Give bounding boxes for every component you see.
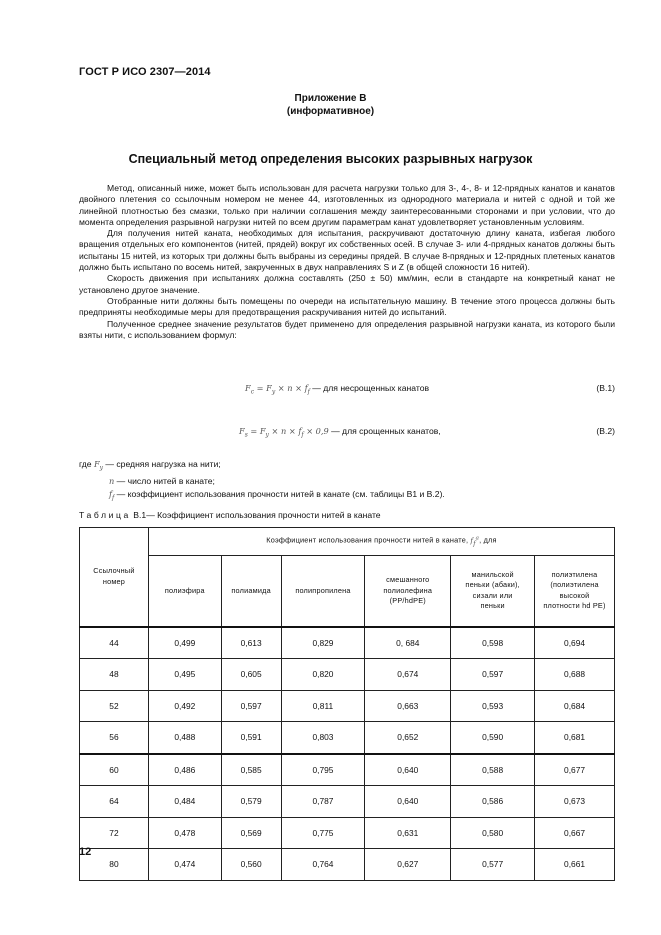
appendix-heading — [0, 92, 661, 118]
legend-n: n — число нитей в канате; — [109, 475, 215, 486]
paragraph: Скорость движения при испытаниях должна составлять (250 ± 50) мм/мин, если в стандарте на конкретный канат не установлено другое значение. — [79, 273, 615, 295]
table-row — [80, 627, 615, 659]
coefficient-cell: 0,605 — [221, 659, 281, 691]
coefficient-cell: 0,787 — [281, 786, 365, 818]
coefficient-cell: 0,820 — [281, 659, 365, 691]
paragraph: Полученное среднее значение результатов будет применено для определения разрывной нагрузки каната, из которого были взяты нити, с использованием формул: — [79, 318, 615, 340]
coefficient-cell: 0,478 — [148, 817, 221, 849]
coefficient-cell: 0,803 — [281, 722, 365, 754]
coefficient-cell: 0,585 — [221, 754, 281, 786]
legend-ff: $f_f$ — коэффициент использования прочности нитей в канате (см. таблицы В1 и В.2). — [109, 488, 445, 502]
legend-fy: где $F_y$ — средняя нагрузка на нити; — [79, 459, 221, 472]
coefficient-cell: 0,560 — [221, 849, 281, 881]
ref-number-cell: 48 — [80, 659, 149, 691]
ref-number-cell: 56 — [80, 722, 149, 754]
coefficient-cell: 0,586 — [451, 786, 535, 818]
coefficient-cell: 0,591 — [221, 722, 281, 754]
table-row — [80, 690, 615, 722]
coefficient-cell: 0,667 — [535, 817, 615, 849]
coefficient-cell: 0,681 — [535, 722, 615, 754]
coefficient-cell: 0,673 — [535, 786, 615, 818]
coefficient-cell: 0,694 — [535, 627, 615, 659]
coefficient-cell: 0,613 — [221, 627, 281, 659]
column-header: манильской пеньки (абаки), сизали или пеньки — [451, 556, 535, 627]
standard-header: ГОСТ Р ИСО 2307—2014 — [79, 66, 211, 78]
coefficient-cell: 0,795 — [281, 754, 365, 786]
formula-expression: $F_s = F_y \times n \times f_f \times 0,9$ — для срощенных канатов, — [239, 426, 441, 439]
appendix-label: Приложение В — [294, 93, 367, 104]
coefficient-cell: 0,499 — [148, 627, 221, 659]
ref-number-cell: 60 — [80, 754, 149, 786]
coefficient-cell: 0,488 — [148, 722, 221, 754]
table-row — [80, 722, 615, 754]
column-header: полиамида — [221, 556, 281, 627]
coefficient-cell: 0,640 — [365, 786, 451, 818]
coefficient-cell: 0,577 — [451, 849, 535, 881]
column-header: полиэфира — [148, 556, 221, 627]
coefficient-cell: 0,640 — [365, 754, 451, 786]
coefficient-cell: 0,590 — [451, 722, 535, 754]
coefficient-cell: 0,652 — [365, 722, 451, 754]
coefficient-cell: 0,631 — [365, 817, 451, 849]
coefficient-cell: 0,663 — [365, 690, 451, 722]
page-number: 12 — [79, 846, 92, 858]
coefficient-cell: 0,597 — [451, 659, 535, 691]
ref-number-cell: 80 — [80, 849, 149, 881]
table-row — [80, 849, 615, 881]
coefficient-cell: 0,474 — [148, 849, 221, 881]
coefficient-cell: 0,495 — [148, 659, 221, 691]
paragraph: Метод, описанный ниже, может быть использован для расчета нагрузки только для 3-, 4-, 8- и 12-прядных канатов и канатов двойного плетения со ссылочным номером не менее 44, изготовленных из однородного материала и нитей с одной и той же линейной плотностью без смазки, только при наличии соглашения между заинтересованными сторонами и при условии, что до момента определения разрывной нагрузки нитей по всем другим параметрам канат удовлетворяет установленным условиям. — [79, 183, 615, 227]
ref-number-cell: 52 — [80, 690, 149, 722]
formula-expression: $F_c = F_y \times n \times f_f$ — для несрощенных канатов — [245, 383, 430, 396]
coefficient-cell: 0,579 — [221, 786, 281, 818]
coefficient-cell: 0,661 — [535, 849, 615, 881]
coefficient-cell: 0,569 — [221, 817, 281, 849]
coefficient-cell: 0,598 — [451, 627, 535, 659]
coefficient-cell: 0,764 — [281, 849, 365, 881]
column-header: полиэтилена (полиэтилена высокой плотности hd PE) — [535, 556, 615, 627]
coefficient-cell: 0,677 — [535, 754, 615, 786]
column-header: смешанного полиолефина (PP/hdPE) — [365, 556, 451, 627]
appendix-kind: (информативное) — [286, 106, 375, 117]
body-text — [79, 183, 615, 341]
coefficient-cell: 0,588 — [451, 754, 535, 786]
paragraph: Отобранные нити должны быть помещены по очереди на испытательную машину. В течение этого процесса должны быть предприняты необходимые меры для предотвращения раскручивания нитей до испытаний. — [79, 295, 615, 318]
ref-number-cell: 44 — [80, 627, 149, 659]
ref-number-header: Ссылочный номер — [80, 528, 149, 627]
table-row — [80, 786, 615, 818]
utilization-table — [79, 527, 615, 881]
table-row — [80, 754, 615, 786]
table-row — [80, 659, 615, 691]
paragraph: Для получения нитей каната, необходимых для испытания, раскручивают достаточную длину каната, избегая любого вращения отдельных его компонентов (нитей, прядей) вокруг их собственных осей. В случае 3- или 4-прядных канатов должны быть испытаны 15 нитей, из которых три должны быть выбраны из середины прядей. В случае 8-прядных и 12-прядных плетеных канатов должно быть испытано по восемь нитей, закрученных в двух направлениях S и Z (в общей сложности 16 нитей). — [79, 228, 615, 273]
coefficient-cell: 0,674 — [365, 659, 451, 691]
formula-number: (В.1) — [596, 383, 615, 393]
coefficient-cell: 0,811 — [281, 690, 365, 722]
coefficient-cell: 0,597 — [221, 690, 281, 722]
table-caption: Таблица В.1— Коэффициент использования прочности нитей в канате — [79, 510, 381, 520]
coefficient-cell: 0,486 — [148, 754, 221, 786]
coefficient-cell: 0,593 — [451, 690, 535, 722]
coefficient-cell: 0,684 — [535, 690, 615, 722]
coefficient-cell: 0, 684 — [365, 627, 451, 659]
section-title: Специальный метод определения высоких разрывных нагрузок — [128, 152, 533, 166]
coefficient-cell: 0,484 — [148, 786, 221, 818]
formula-number: (В.2) — [596, 426, 615, 436]
coefficient-cell: 0,492 — [148, 690, 221, 722]
coefficient-cell: 0,829 — [281, 627, 365, 659]
coefficient-cell: 0,580 — [451, 817, 535, 849]
ref-number-cell: 64 — [80, 786, 149, 818]
coefficient-cell: 0,688 — [535, 659, 615, 691]
formula-legend — [79, 458, 615, 504]
coefficient-cell: 0,775 — [281, 817, 365, 849]
coefficient-cell: 0,627 — [365, 849, 451, 881]
table-row — [80, 817, 615, 849]
group-header: Коэффициент использования прочности нитей в канате, $f_f^a$, для — [148, 528, 614, 556]
column-header: полипропилена — [281, 556, 365, 627]
ref-number-cell: 72 — [80, 817, 149, 849]
